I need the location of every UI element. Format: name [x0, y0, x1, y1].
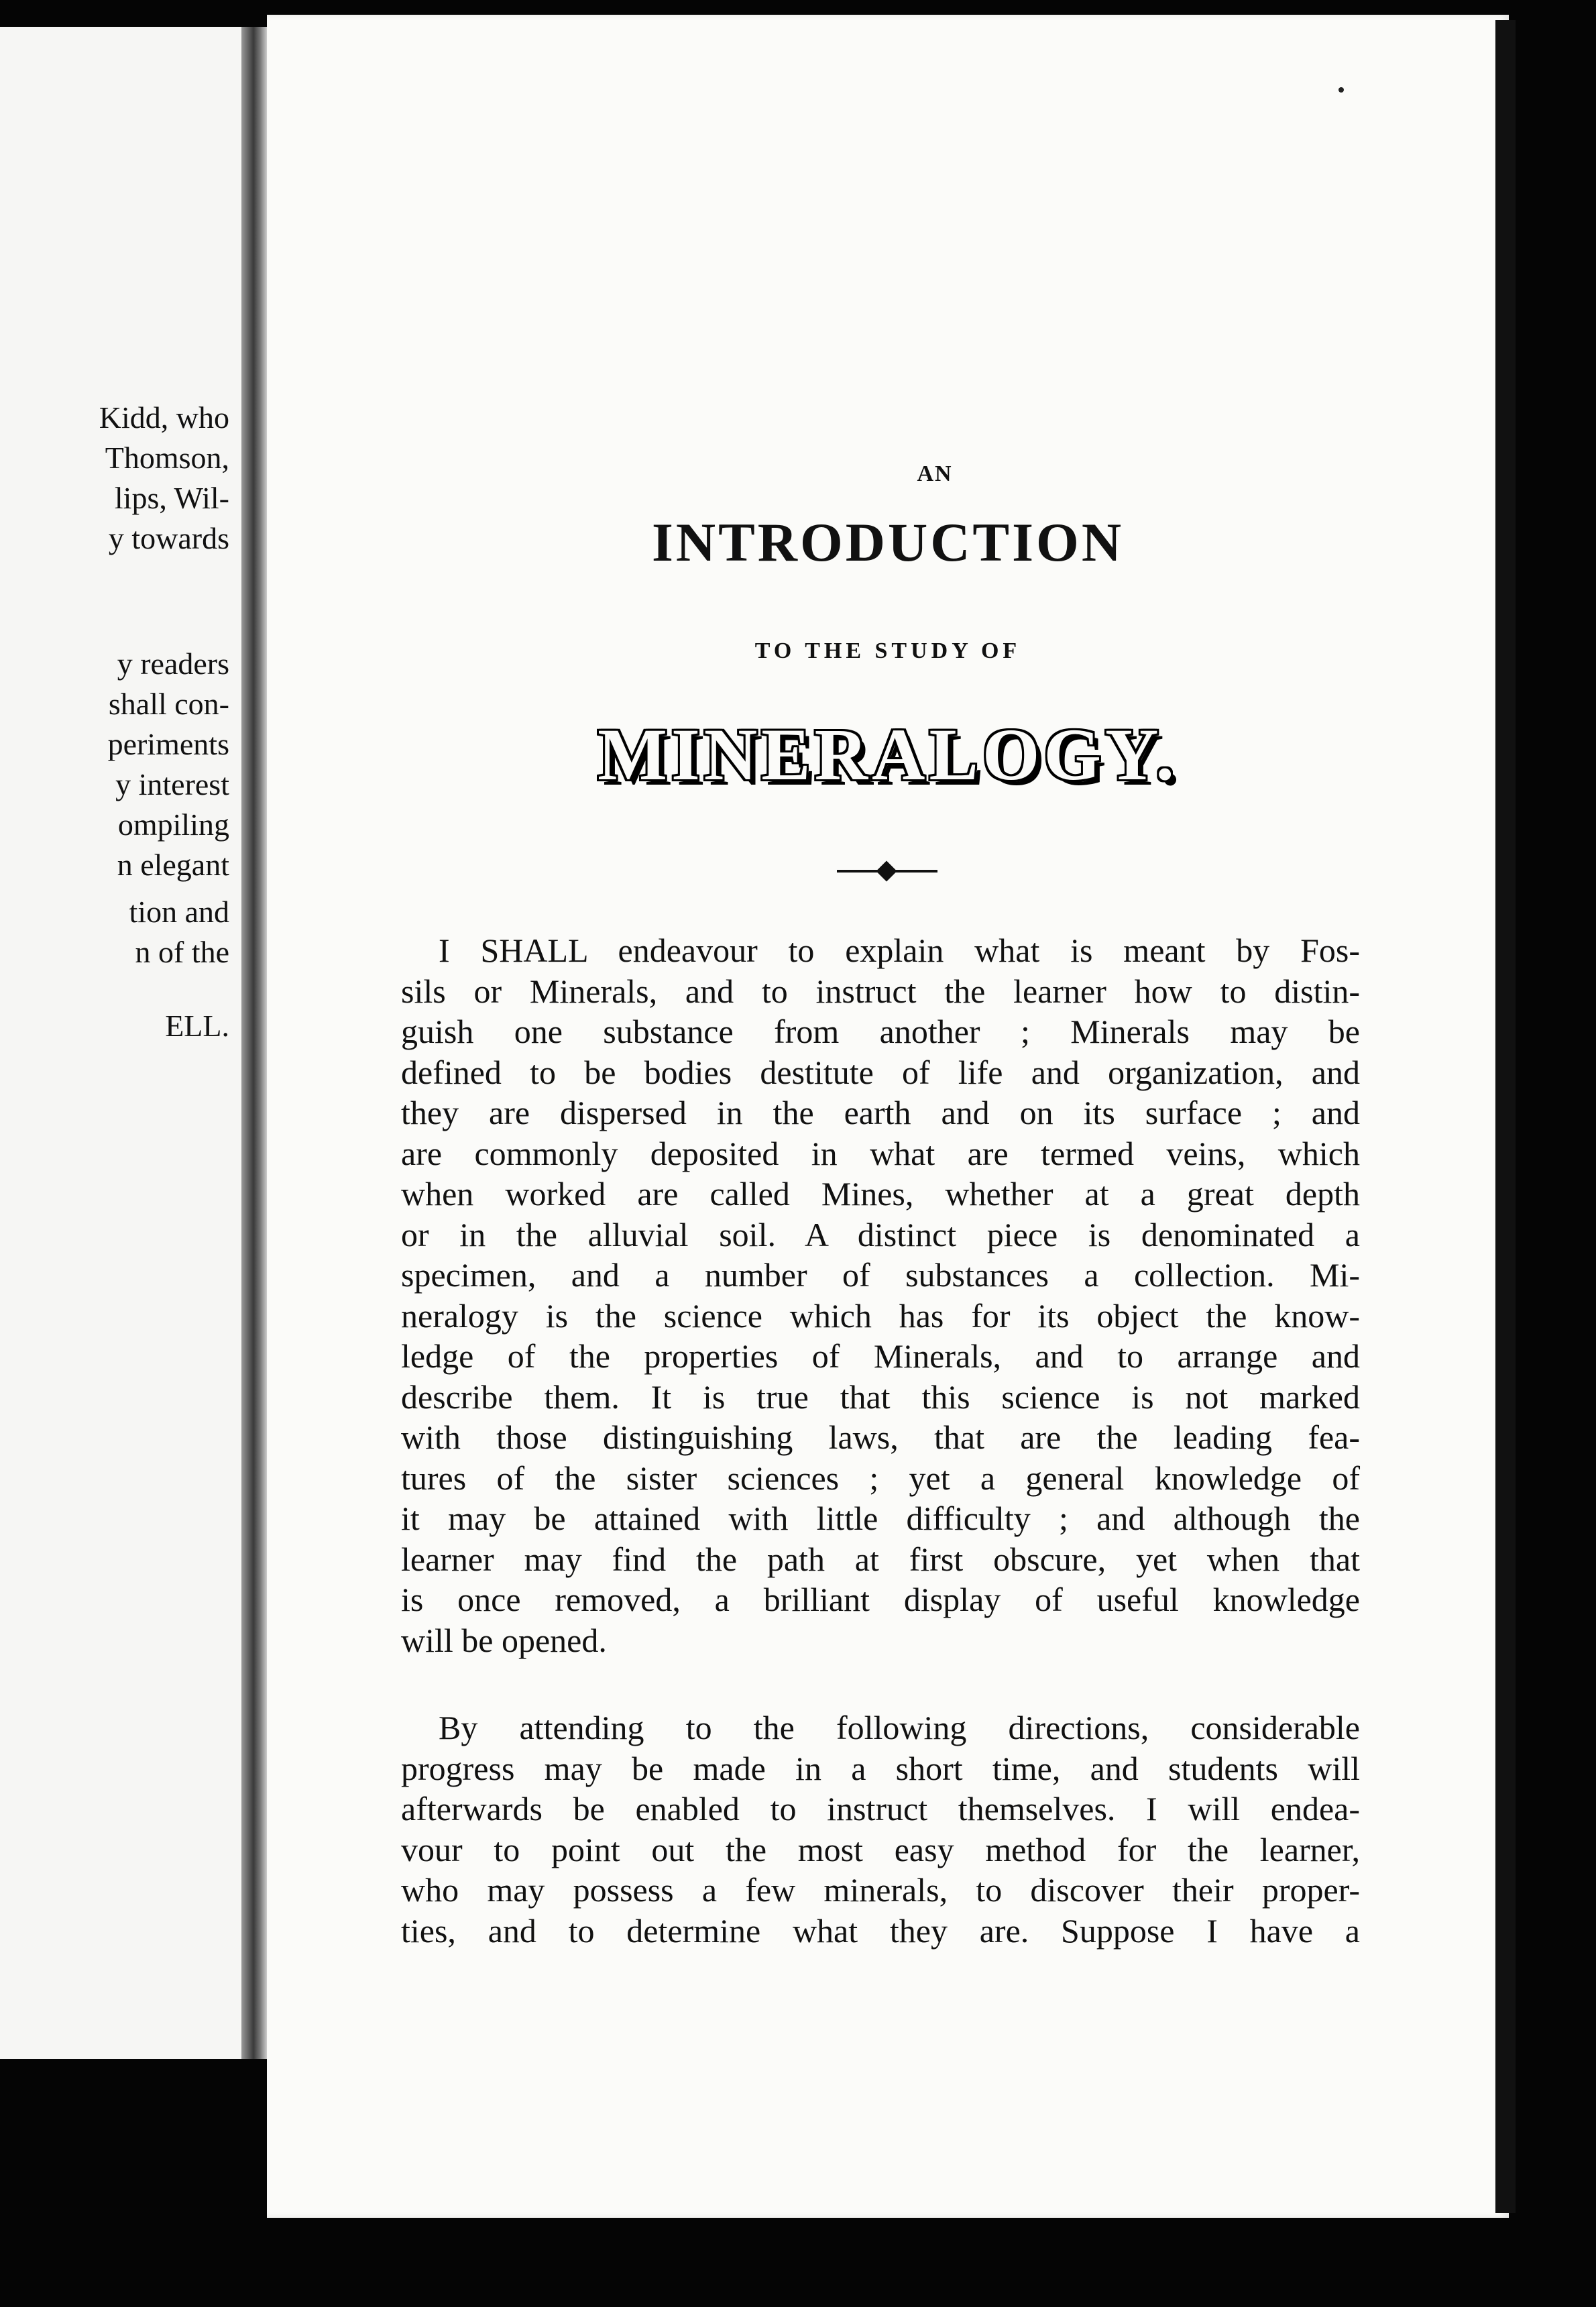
- left-page-line: ompiling: [117, 807, 229, 842]
- left-page-line: periments: [107, 727, 229, 761]
- left-page-line: n of the: [135, 935, 229, 969]
- paragraph-line: it may be attained with little difficulty ; and although the: [401, 1500, 1360, 1537]
- paragraph-line: describe them. It is true that this science is not marked: [401, 1377, 1360, 1416]
- paragraph-line: or in the alluvial soil. A distinct piece is denominated a: [401, 1215, 1360, 1253]
- ornamental-rule-diamond: [876, 860, 897, 881]
- left-page-line: y interest: [115, 767, 229, 801]
- left-page-line: shall con-: [108, 687, 229, 721]
- paragraph-line: I SHALL endeavour to explain what is meant by Fos-: [439, 932, 1360, 969]
- paragraph-line: guish one substance from another ; Minerals may be: [401, 1013, 1360, 1050]
- left-page-line: Thomson,: [105, 441, 229, 475]
- paragraph-line: learner may find the path at first obscure, yet when that: [401, 1540, 1360, 1578]
- right-page: [267, 15, 1509, 2218]
- paragraph-line: who may possess a few minerals, to discover their proper-: [401, 1871, 1360, 1909]
- paragraph-line: tures of the sister sciences ; yet a general knowledge of: [401, 1459, 1360, 1497]
- paragraph-line: is once removed, a brilliant display of useful knowledge: [401, 1581, 1360, 1618]
- paragraph-line: are commonly deposited in what are termed veins, which: [401, 1134, 1360, 1172]
- paragraph-line: sils or Minerals, and to instruct the learner how to distin-: [401, 972, 1360, 1010]
- paragraph-line: specimen, and a number of substances a collection. Mi-: [401, 1256, 1360, 1294]
- left-facing-page: [0, 27, 247, 2059]
- page-edge-shadow: [1495, 20, 1516, 2213]
- left-page-line: y towards: [108, 521, 229, 555]
- left-page-line: Kidd, who: [99, 400, 229, 435]
- paragraph-line: vour to point out the most easy method for the learner,: [401, 1830, 1360, 1868]
- heading-introduction: INTRODUCTION: [651, 512, 1125, 573]
- paragraph-line: afterwards be enabled to instruct themselves. I will endea-: [401, 1790, 1360, 1827]
- paragraph-line: By attending to the following directions, considerable: [439, 1709, 1360, 1746]
- left-page-signature: ELL.: [165, 1009, 229, 1043]
- paragraph-2: [401, 1707, 1360, 1951]
- heading-an: AN: [917, 461, 953, 486]
- book-gutter: [241, 27, 268, 2059]
- paragraph-line: defined to be bodies destitute of life and organization, and: [401, 1053, 1360, 1091]
- page-speck: [1338, 87, 1344, 93]
- left-page-line: tion and: [129, 895, 229, 929]
- paragraph-line: when worked are called Mines, whether at a great depth: [401, 1175, 1360, 1213]
- paragraph-line: ledge of the properties of Minerals, and to arrange and: [401, 1337, 1360, 1375]
- paragraph-1: [401, 930, 1360, 1661]
- paragraph-line: with those distinguishing laws, that are the leading fea-: [401, 1418, 1360, 1456]
- paragraph-line: they are dispersed in the earth and on its surface ; and: [401, 1094, 1360, 1131]
- heading-mineralogy: MINERALOGY.: [597, 714, 1178, 795]
- paragraph-line: will be opened.: [401, 1621, 607, 1659]
- paragraph-line: neralogy is the science which has for its object the know-: [401, 1296, 1360, 1335]
- heading-to-the-study-of: TO THE STUDY OF: [754, 638, 1021, 663]
- paragraph-line: progress may be made in a short time, and students will: [401, 1749, 1360, 1787]
- left-page-line: y readers: [117, 646, 229, 681]
- paragraph-line: ties, and to determine what they are. Suppose I have a: [401, 1911, 1360, 1950]
- left-page-line: n elegant: [117, 848, 229, 882]
- left-page-line: lips, Wil-: [114, 481, 229, 515]
